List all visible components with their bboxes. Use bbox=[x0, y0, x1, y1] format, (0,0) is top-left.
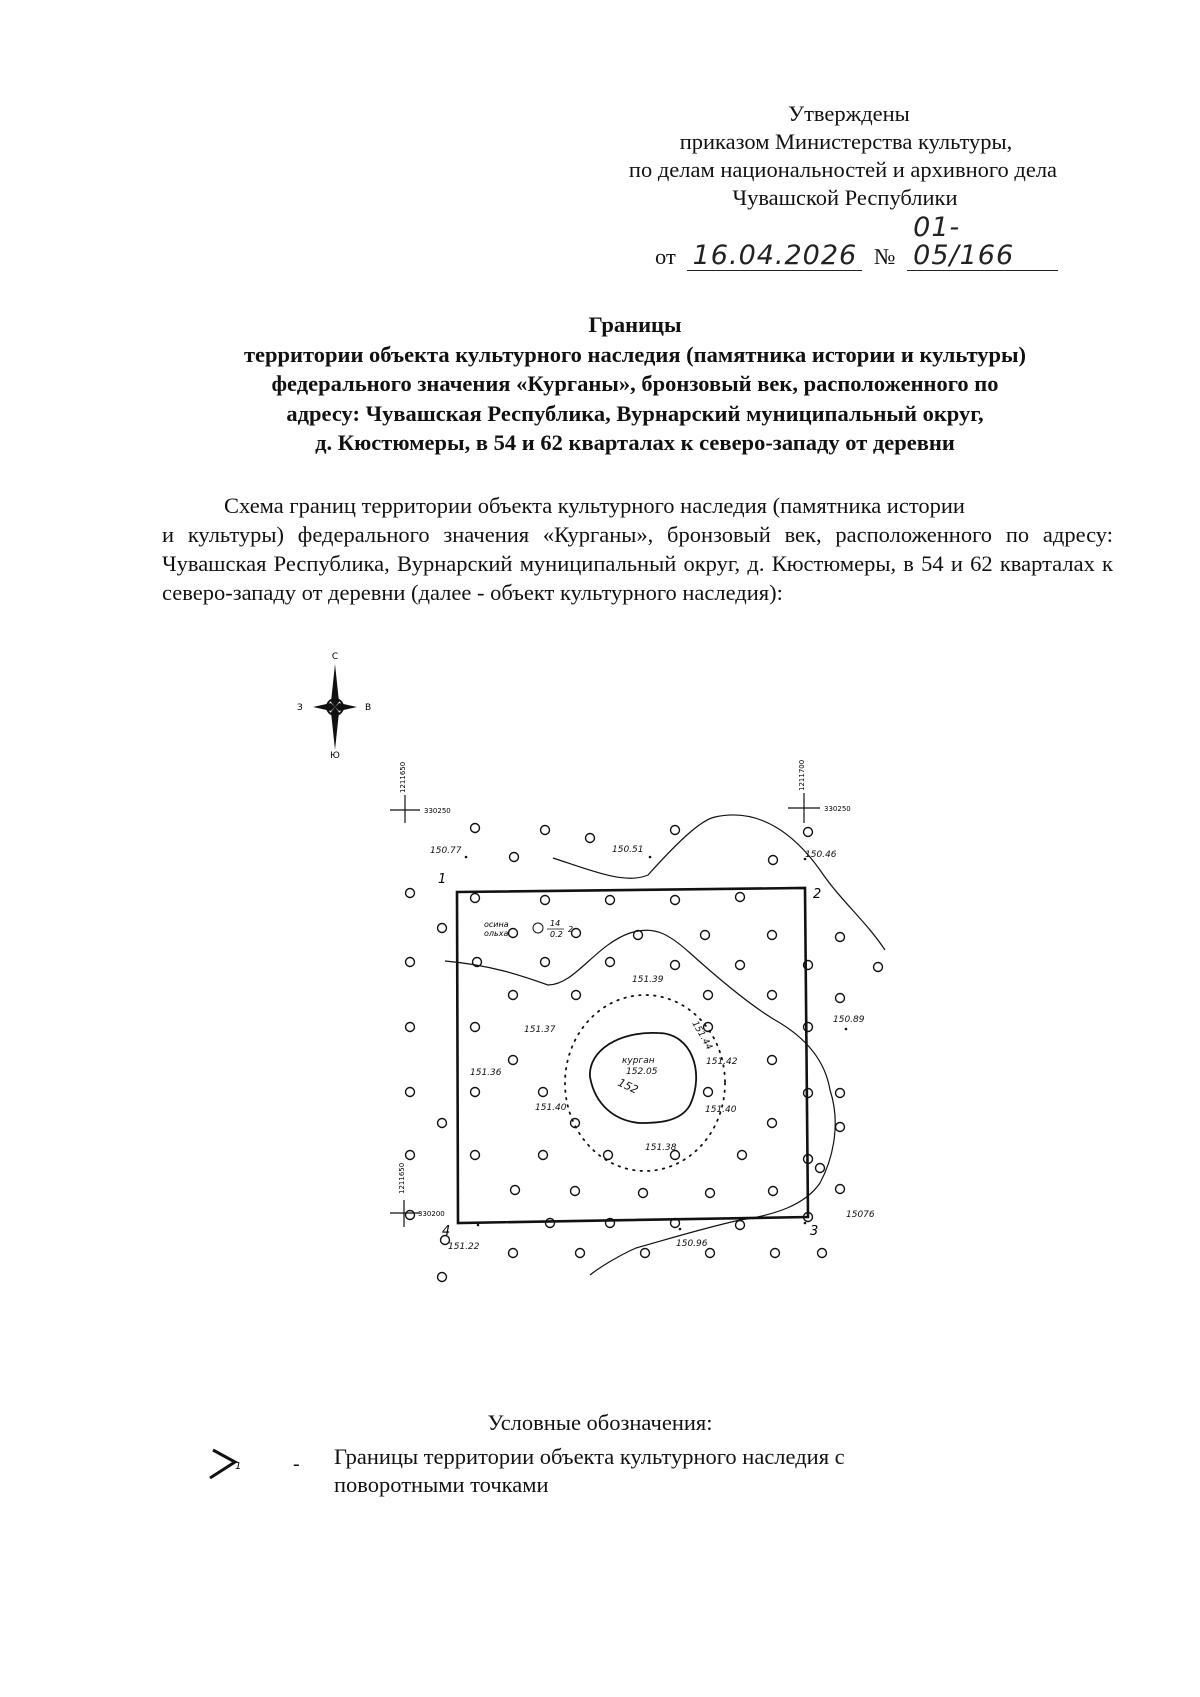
tree-marker bbox=[768, 931, 777, 940]
approval-line-4: Чувашской Республики bbox=[732, 185, 958, 210]
paragraph-line-4: д. Кюстюмеры, в 54 и 62 кварталах к северо-западу от деревни (далее - объект bbox=[162, 551, 1113, 605]
grid-cross-tr bbox=[788, 760, 851, 823]
elevation-label: 151.38 bbox=[645, 1143, 677, 1153]
tree-marker bbox=[704, 991, 713, 1000]
tree-marker bbox=[769, 856, 778, 865]
tree-marker bbox=[816, 1164, 825, 1173]
elevation-label: 150.77 bbox=[430, 846, 462, 856]
tree-symbol-icon bbox=[533, 923, 543, 933]
mound-elevation: 152.05 bbox=[626, 1067, 658, 1077]
tree-marker bbox=[671, 896, 680, 905]
tree-marker bbox=[641, 1249, 650, 1258]
elevation-label: 150.96 bbox=[676, 1239, 708, 1249]
tree-marker bbox=[736, 1221, 745, 1230]
tree-marker bbox=[836, 1123, 845, 1132]
tree-marker bbox=[509, 991, 518, 1000]
compass-west-label: З bbox=[297, 703, 303, 713]
paragraph-line-2: и культуры) федерального значения «Курганы», бронзовый век, расположенного bbox=[162, 522, 993, 547]
tree-marker bbox=[406, 1211, 415, 1220]
tree-marker bbox=[471, 1151, 480, 1160]
elevation-label: 151.36 bbox=[470, 1068, 502, 1078]
compass-east-arrow bbox=[335, 703, 357, 711]
elevation-label: 151.40 bbox=[535, 1103, 567, 1113]
tree-marker bbox=[874, 963, 883, 972]
tree-marker bbox=[406, 1023, 415, 1032]
tree-marker bbox=[541, 826, 550, 835]
tree-marker bbox=[671, 826, 680, 835]
tree-marker bbox=[736, 961, 745, 970]
tree-marker bbox=[768, 1056, 777, 1065]
elevation-label: 150.51 bbox=[612, 845, 644, 855]
tree-marker bbox=[736, 893, 745, 902]
title-line-2: территории объекта культурного наследия (памятника истории и культуры) bbox=[243, 341, 1027, 367]
tree-marker bbox=[509, 929, 518, 938]
contour-label: 152 bbox=[615, 1075, 641, 1097]
title-line-4: адресу: Чувашская Республика, Вурнарский муниципальный округ, bbox=[286, 400, 984, 426]
tree-marker bbox=[586, 834, 595, 843]
tree-marker bbox=[606, 958, 615, 967]
tree-num-top: 14 bbox=[550, 919, 561, 928]
tree-marker bbox=[804, 828, 813, 837]
elevation-point bbox=[804, 1222, 807, 1225]
tree-marker bbox=[706, 1189, 715, 1198]
boundary-scheme bbox=[398, 759, 960, 1375]
tree-marker bbox=[706, 1249, 715, 1258]
tree-marker bbox=[510, 853, 519, 862]
compass-south-label: Ю bbox=[330, 751, 340, 761]
elevation-label: 151.22 bbox=[448, 1242, 480, 1252]
elevation-label: 150.46 bbox=[805, 850, 837, 860]
approval-line-2: приказом Министерства культуры, bbox=[679, 129, 1013, 154]
tree-marker bbox=[471, 894, 480, 903]
tree-marker bbox=[604, 1151, 613, 1160]
tree-marker bbox=[546, 1219, 555, 1228]
tree-species-1: осина bbox=[484, 920, 509, 929]
elevation-label: 15076 bbox=[846, 1210, 875, 1220]
tree-marker bbox=[606, 896, 615, 905]
elevation-label: 151.40 bbox=[705, 1105, 737, 1115]
tree-marker bbox=[541, 896, 550, 905]
tree-marker bbox=[438, 1119, 447, 1128]
tree-spacing: 2 bbox=[568, 925, 574, 934]
tree-marker bbox=[471, 1023, 480, 1032]
tree-marker bbox=[438, 1273, 447, 1282]
tree-marker bbox=[539, 1151, 548, 1160]
tree-species-2: ольха bbox=[484, 929, 509, 938]
approval-date: 16.04.2026 bbox=[687, 242, 862, 271]
tree-marker bbox=[438, 924, 447, 933]
grid-label-tl-vertical: 1211650 bbox=[399, 761, 407, 793]
corner-point-3: 3 bbox=[810, 1224, 819, 1239]
tree-marker bbox=[406, 958, 415, 967]
tree-num-bottom: 0.2 bbox=[550, 930, 563, 939]
tree-marker bbox=[818, 1249, 827, 1258]
tree-marker bbox=[509, 1056, 518, 1065]
elevation-point bbox=[649, 856, 652, 859]
approval-number: 01-05/166 bbox=[907, 214, 1058, 271]
legend-text-line-2: поворотными точками bbox=[334, 1472, 549, 1497]
tree-marker bbox=[471, 1088, 480, 1097]
description-paragraph bbox=[162, 491, 1113, 607]
tree-marker bbox=[768, 991, 777, 1000]
tree-marker bbox=[738, 1151, 747, 1160]
tree-marker bbox=[406, 889, 415, 898]
corner-point-1: 1 bbox=[438, 872, 447, 887]
contour-north bbox=[553, 815, 885, 950]
tree-marker bbox=[576, 1249, 585, 1258]
approval-date-line bbox=[560, 214, 1120, 271]
legend-text-line-1: Границы территории объекта культурного наследия с bbox=[334, 1444, 845, 1469]
tree-marker bbox=[769, 1187, 778, 1196]
grid-cross-bl bbox=[390, 1163, 445, 1227]
title-line-5: д. Кюстюмеры, в 54 и 62 кварталах к северо-западу от деревни bbox=[315, 430, 955, 455]
elevation-point bbox=[845, 1028, 848, 1031]
tree-marker bbox=[701, 931, 710, 940]
title-line-1: Границы bbox=[588, 312, 682, 337]
tree-marker bbox=[541, 958, 550, 967]
compass-rose-icon bbox=[295, 650, 375, 760]
grid-label-tl-horizontal: 330250 bbox=[424, 807, 451, 815]
approval-line-3: по делам национальностей и архивного дела bbox=[628, 157, 1058, 182]
corner-point-2: 2 bbox=[813, 887, 822, 902]
tree-marker bbox=[406, 1151, 415, 1160]
elevation-dots bbox=[465, 856, 848, 1231]
tree-marker bbox=[406, 1088, 415, 1097]
tree-marker bbox=[836, 994, 845, 1003]
tree-marker bbox=[771, 1249, 780, 1258]
elevation-label: 151.42 bbox=[706, 1057, 738, 1067]
boundary-legend-icon bbox=[205, 1442, 305, 1492]
tree-marker bbox=[571, 1187, 580, 1196]
elevation-label: 151.44 bbox=[689, 1019, 714, 1052]
elevation-label: 151.37 bbox=[524, 1025, 556, 1035]
elevation-point bbox=[679, 1228, 682, 1231]
tree-marker bbox=[509, 1249, 518, 1258]
tree-marker bbox=[572, 991, 581, 1000]
tree-marker bbox=[671, 961, 680, 970]
approval-line-1: Утверждены bbox=[788, 101, 910, 126]
tree-marker bbox=[639, 1189, 648, 1198]
tree-marker bbox=[804, 1023, 813, 1032]
grid-cross-tl bbox=[390, 762, 451, 823]
elevation-label: 151.39 bbox=[632, 975, 664, 985]
grid-label-tr-vertical: 1211700 bbox=[798, 759, 806, 791]
tree-marker bbox=[704, 1088, 713, 1097]
approval-block bbox=[560, 100, 1120, 271]
number-label: № bbox=[874, 244, 896, 269]
elevation-label: 150.89 bbox=[833, 1015, 865, 1025]
paragraph-line-1: Схема границ территории объекта культурного наследия (памятника истории bbox=[224, 493, 965, 518]
mound-label: курган bbox=[622, 1056, 655, 1066]
tree-marker bbox=[836, 933, 845, 942]
tree-marker bbox=[539, 1088, 548, 1097]
grid-label-bl-vertical: 1211650 bbox=[398, 1162, 406, 1194]
mound-contour bbox=[590, 1033, 696, 1123]
grid-label-tr-horizontal: 330250 bbox=[824, 805, 851, 813]
tree-marker bbox=[511, 1186, 520, 1195]
corner-point-4: 4 bbox=[442, 1224, 451, 1239]
tree-note bbox=[484, 919, 573, 939]
tree-marker bbox=[471, 824, 480, 833]
tree-marker bbox=[836, 1185, 845, 1194]
grid-label-bl-horizontal: 330200 bbox=[418, 1210, 445, 1218]
legend-description bbox=[334, 1443, 934, 1499]
tree-marker bbox=[836, 1089, 845, 1098]
tree-marker bbox=[768, 1119, 777, 1128]
legend-dash: - bbox=[293, 1453, 300, 1475]
compass-west-arrow bbox=[313, 703, 335, 711]
compass-north-label: С bbox=[331, 652, 339, 662]
compass-east-label: В bbox=[365, 703, 372, 713]
title-line-3: федерального значения «Курганы», бронзовый век, расположенного по bbox=[271, 371, 999, 396]
elevation-point bbox=[477, 1224, 480, 1227]
document-title bbox=[150, 310, 1120, 458]
paragraph-line-3: по адресу: Чувашская Республика, Вурнарский муниципальный округ, bbox=[162, 522, 1114, 576]
elevation-point bbox=[465, 856, 468, 859]
paragraph-line-5: культурного наследия): bbox=[559, 580, 783, 605]
legend-title: Условные обозначения: bbox=[487, 1410, 713, 1435]
legend-point-number: 1 bbox=[235, 1461, 242, 1472]
from-label: от bbox=[655, 244, 676, 269]
